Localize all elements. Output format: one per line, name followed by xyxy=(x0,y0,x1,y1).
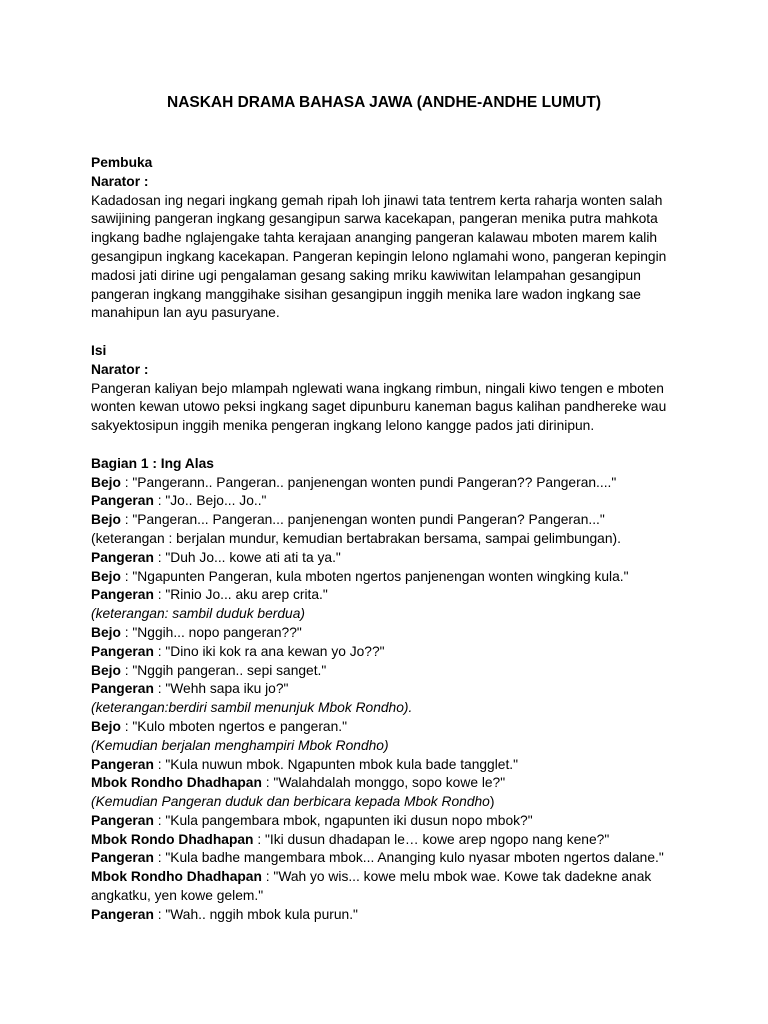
dialogue-text: : "Kula pangembara mbok, ngapunten iki dusun nopo mbok?" xyxy=(153,812,533,828)
speaker-name: Mbok Rondo Dhadhapan xyxy=(91,831,254,847)
pembuka-paragraph: Kadadosan ing negari ingkang gemah ripah loh jinawi tata tentrem kerta raharja wonten salah sawijining pangeran ingkang gesangipun sarwa kacekapan, pangeran menika putra mahkota ingkang badhe nglajengake tahta kerajaan ananging pangeran kalawau mboten marem kalih gesangipun ingkang kacekapan. Pangeran kepingin lelono nglamahi wono, pangeran kepingin madosi jati dirine ugi pengalaman gesang saking mriku kawiwitan lelampahan gesangipun pangeran ingkang manggihake sisihan gesangipun inggih menika lare wadon ingkang sae manahipun lan ayu pasuryane. xyxy=(91,192,667,321)
speaker-name: Pangeran xyxy=(91,756,154,772)
stage-direction: (keterangan:berdiri sambil menunjuk Mbok Rondho). xyxy=(91,700,413,716)
dialogue-text: : "Pangeran... Pangeran... panjenengan wonten pundi Pangeran? Pangeran..." xyxy=(120,512,605,528)
dialogue-text: : "Ngapunten Pangeran, kula mboten ngertos panjenengan wonten wingking kula." xyxy=(120,568,629,584)
dialogue-line xyxy=(91,812,691,831)
stage-direction-text: (Kemudian Pangeran duduk dan berbicara kepada Mbok Rondho xyxy=(91,794,490,810)
dialogue-text: : "Nggih... nopo pangeran??" xyxy=(120,624,302,640)
dialogue-line xyxy=(91,586,691,605)
speaker-name: Bejo xyxy=(91,474,121,490)
dialogue-line xyxy=(91,643,691,662)
dialogue-text: : "Walahdalah monggo, sopo kowe le?" xyxy=(261,775,506,791)
dialogue-line xyxy=(91,680,691,699)
dialogue-line xyxy=(91,849,691,868)
dialogue-text: : "Iki dusun dhadapan le… kowe arep ngopo nang kene?" xyxy=(253,831,610,847)
speaker-name: Pangeran xyxy=(91,906,154,922)
speaker-name: Pangeran xyxy=(91,549,154,565)
speaker-name: Pangeran xyxy=(91,493,154,509)
narator-label: Narator : xyxy=(91,173,149,189)
dialogue-text: : "Kula nuwun mbok. Ngapunten mbok kula bade tangglet." xyxy=(153,756,519,772)
stage-direction-tail: ) xyxy=(489,794,495,810)
dialogue-line xyxy=(91,568,691,587)
dialogue-text: : "Wah yo wis... kowe melu mbok wae. Kowe tak dadekne anak xyxy=(261,869,652,885)
narator-label: Narator : xyxy=(91,361,149,377)
dialogue-text: : "Jo.. Bejo... Jo.." xyxy=(153,493,267,509)
page-title: NASKAH DRAMA BAHASA JAWA (ANDHE-ANDHE LUMUT) xyxy=(167,94,601,111)
speaker-name: Mbok Rondho Dhadhapan xyxy=(91,869,262,885)
dialogue-text: : "Rinio Jo... aku arep crita." xyxy=(153,587,328,603)
dialogue-line xyxy=(91,549,691,568)
speaker-name: Bejo xyxy=(91,512,121,528)
dialogue-line xyxy=(91,662,691,681)
dialogue-line xyxy=(91,906,691,925)
section-heading-pembuka: Pembuka xyxy=(91,155,153,170)
dialogue-line xyxy=(91,492,691,511)
dialogue-line xyxy=(91,756,691,775)
speaker-name: Pangeran xyxy=(91,850,154,866)
speaker-name: Pangeran xyxy=(91,643,154,659)
speaker-name: Pangeran xyxy=(91,587,154,603)
dialogue-line xyxy=(91,511,691,530)
dialogue-line xyxy=(91,718,691,737)
dialogue-text: : "Wah.. nggih mbok kula purun." xyxy=(153,906,358,922)
dialogue-line xyxy=(91,774,691,793)
dialogue-line xyxy=(91,831,691,850)
stage-direction: (Kemudian berjalan menghampiri Mbok Rondho) xyxy=(91,737,389,753)
speaker-name: Bejo xyxy=(91,568,121,584)
isi-paragraph: Pangeran kaliyan bejo mlampah nglewati wana ingkang rimbun, ningali kiwo tengen e mboten wonten kewan utowo peksi ingkang saget dipunburu kaneman bagus kalihan pandhereke wau sakyektosipun inggih menika pengeran ingkang lelono kangge pados jati dirinipun. xyxy=(91,380,667,434)
dialogue-text: : "Dino iki kok ra ana kewan yo Jo??" xyxy=(153,643,385,659)
dialogue-text: : "Kulo mboten ngertos e pangeran." xyxy=(120,718,347,734)
section-heading-bagian-1: Bagian 1 : Ing Alas xyxy=(91,455,214,471)
section-heading-isi: Isi xyxy=(91,342,107,358)
stage-direction: (keterangan : berjalan mundur, kemudian bertabrakan bersama, sampai gelimbungan). xyxy=(91,530,621,546)
speaker-name: Pangeran xyxy=(91,681,154,697)
speaker-name: Mbok Rondho Dhadhapan xyxy=(91,775,262,791)
dialogue-text: : "Nggih pangeran.. sepi sanget." xyxy=(120,662,327,678)
dialogue-text: : "Wehh sapa iku jo?" xyxy=(153,681,289,697)
dialogue-text: : "Kula badhe mangembara mbok... Ananging kulo nyasar mboten ngertos dalane." xyxy=(153,850,664,866)
speaker-name: Bejo xyxy=(91,662,121,678)
dialogue-text: : "Pangerann.. Pangeran.. panjenengan wonten pundi Pangeran?? Pangeran...." xyxy=(120,474,617,490)
dialogue-text: : "Duh Jo... kowe ati ati ta ya." xyxy=(153,549,341,565)
speaker-name: Bejo xyxy=(91,624,121,640)
dialogue-line xyxy=(91,474,691,493)
speaker-name: Bejo xyxy=(91,718,121,734)
document-body xyxy=(91,154,691,925)
dialogue-line xyxy=(91,868,691,887)
stage-direction xyxy=(91,793,691,812)
dialogue-line xyxy=(91,624,691,643)
speaker-name: Pangeran xyxy=(91,812,154,828)
dialogue-continuation: angkatku, yen kowe gelem." xyxy=(91,888,264,904)
stage-direction: (keterangan: sambil duduk berdua) xyxy=(91,606,305,622)
